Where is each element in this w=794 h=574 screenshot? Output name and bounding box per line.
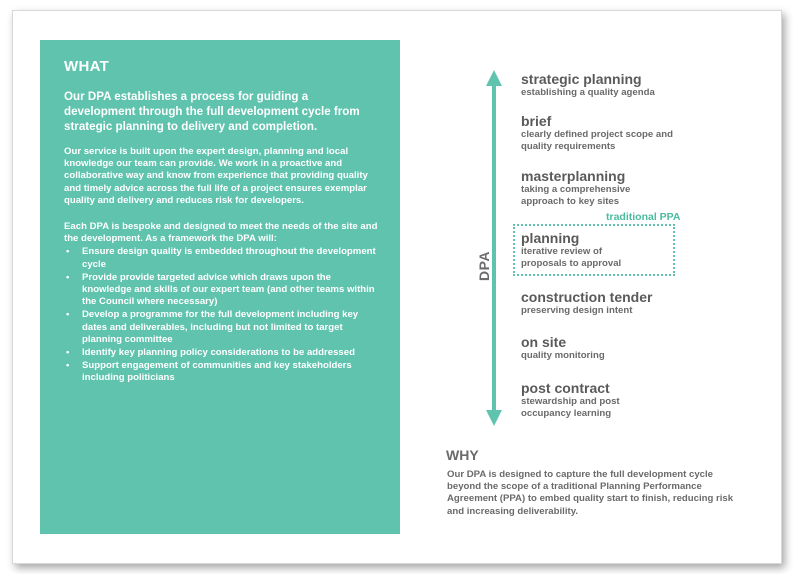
stage-description: establishing a quality agenda — [521, 87, 655, 98]
traditional-ppa-label: traditional PPA — [606, 211, 681, 223]
list-item-text: Provide provide targeted advice which draws upon the knowledge and skills of our expert team (and other teams within the Council where necessary) — [82, 271, 375, 308]
what-paragraph-1: Our service is built upon the expert design, planning and local knowledge our team can provide. We work in a proactive and collaborative way and know from experience that providing quality and timely advice across the full life of a project ensures exemplar quality and delivery and reduces risk for developers. — [64, 146, 368, 206]
dpa-axis-label: DPA — [476, 250, 492, 282]
stage-description: preserving design intent — [521, 305, 633, 316]
what-panel — [40, 40, 400, 534]
stage-title: on site — [521, 334, 567, 350]
stage-on-site — [521, 335, 691, 362]
bullet-icon: • — [66, 360, 70, 372]
why-heading: WHY — [446, 447, 479, 463]
bullet-icon: • — [66, 271, 70, 283]
stage-description: iterative review of proposals to approval — [521, 246, 622, 270]
list-item-text: Ensure design quality is embedded throughout the development cycle — [82, 246, 376, 270]
list-item-text: Identify key planning policy considerations to be addressed — [82, 347, 355, 359]
bullet-icon: • — [66, 246, 70, 258]
what-bullet-list — [64, 246, 380, 384]
stage-planning — [521, 231, 639, 270]
stage-construction-tender — [521, 290, 691, 317]
list-item-text: Support engagement of communities and key stakeholders including politicians — [82, 360, 352, 384]
stage-masterplanning — [521, 169, 651, 208]
stage-title: strategic planning — [521, 71, 642, 87]
stage-description: stewardship and post occupancy learning — [521, 396, 620, 420]
stage-title: brief — [521, 113, 552, 129]
stage-brief — [521, 114, 686, 153]
bullet-icon: • — [66, 309, 70, 321]
list-item — [64, 360, 380, 384]
why-paragraph: Our DPA is designed to capture the full development cycle beyond the scope of a traditional Planning Performance Agreement (PPA) to embed quality start to finish, reducing risk and increasing deliverability. — [447, 469, 734, 517]
stage-description: clearly defined project scope and quality requirements — [521, 129, 673, 153]
what-lead-text: Our DPA establishes a process for guiding a development through the full development cycle from strategic planning to delivery and completion. — [64, 90, 360, 133]
list-item — [64, 246, 380, 270]
stage-description: taking a comprehensive approach to key sites — [521, 184, 631, 208]
stage-title: post contract — [521, 380, 610, 396]
bullet-icon: • — [66, 347, 70, 359]
stage-description: quality monitoring — [521, 350, 605, 361]
what-paragraph-2: Each DPA is bespoke and designed to meet the needs of the site and the development. As a framework the DPA will: — [64, 221, 378, 245]
stage-title: masterplanning — [521, 168, 626, 184]
list-item — [64, 272, 380, 309]
stage-post-contract — [521, 381, 633, 420]
list-item — [64, 309, 380, 346]
stage-strategic-planning — [521, 72, 691, 99]
stage-title: planning — [521, 230, 580, 246]
list-item-text: Develop a programme for the full development including key dates and deliverables, including but not limited to target planning committee — [82, 309, 359, 345]
list-item — [64, 347, 380, 359]
stage-title: construction tender — [521, 289, 653, 305]
what-heading: WHAT — [64, 58, 110, 75]
